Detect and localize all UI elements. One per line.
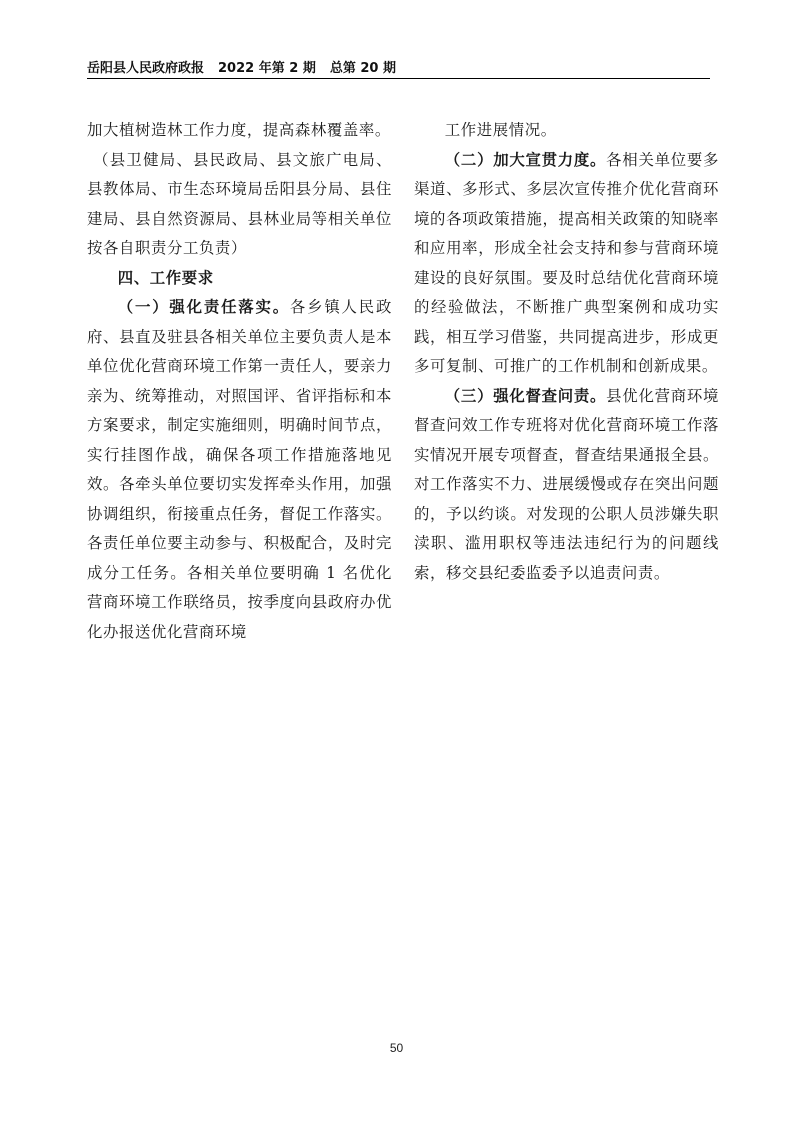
- header-rule: [87, 78, 710, 79]
- paragraph: 工作进展情况。: [444, 121, 557, 139]
- paragraph: 加大植树造林工作力度，提高森林覆盖率。: [87, 121, 391, 139]
- running-header: [87, 62, 710, 76]
- paragraph: [87, 293, 392, 647]
- right-column: [414, 116, 719, 588]
- responsible-units-note: （县卫健局、县民政局、县文旅广电局、县教体局、市生态环境局岳阳县分局、县住建局、县自然资源局、县林业局等相关单位按各自职责分工负责）: [87, 150, 392, 257]
- paragraph: [414, 382, 719, 589]
- section-heading: 四、工作要求: [117, 268, 214, 287]
- publication-title: 岳阳县人民政府政报: [87, 61, 205, 76]
- paragraph: [414, 146, 719, 382]
- paragraph-body: 县优化营商环境督查问效工作专班将对优化营商环境工作落实情况开展专项督查，督查结果通报全县。对工作落实不力、进展缓慢或存在突出问题的，予以约谈。对发现的公职人员涉嫌失职渎职、滥用职权等违法违纪行为的问题线索，移交县纪委监委予以追责问责。: [414, 386, 719, 582]
- subsection-heading: （二）加大宣贯力度。: [444, 150, 607, 169]
- left-column: [87, 116, 392, 647]
- paragraph-body: 各乡镇人民政府、县直及驻县各相关单位主要负责人是本单位优化营商环境工作第一责任人，要亲力亲为、统筹推动，对照国评、省评指标和本方案要求，制定实施细则，明确时间节点，实行挂图作战，确保各项工作措施落地见效。各牵头单位要切实发挥牵头作用，加强协调组织，衔接重点任务，督促工作落实。各责任单位要主动参与、积极配合，及时完成分工任务。各相关单位要明确 1 名优化营商环境工作联络员，按季度向县政府办优化办报送优化营商环境: [87, 298, 392, 641]
- paragraph-body: 各相关单位要多渠道、多形式、多层次宣传推介优化营商环境的各项政策措施，提高相关政策的知晓率和应用率，形成全社会支持和参与营商环境建设的良好氛围。要及时总结优化营商环境的经验做法，不断推广典型案例和成功实践，相互学习借鉴，共同提高进步，形成更多可复制、可推广的工作机制和创新成果。: [414, 150, 719, 375]
- page-number: 50: [389, 1041, 404, 1055]
- issue-number: 2022 年第 2 期: [218, 61, 316, 76]
- subsection-heading: （三）强化督查问责。: [444, 386, 607, 405]
- total-issue-number: 总第 20 期: [329, 61, 396, 76]
- subsection-heading: （一）强化责任落实。: [117, 298, 290, 316]
